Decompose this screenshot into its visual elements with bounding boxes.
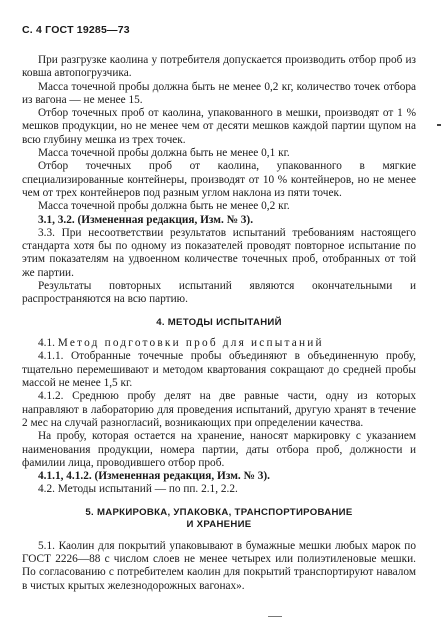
- page-header: С. 4 ГОСТ 19285—73: [22, 24, 130, 36]
- section-5-title-line1: 5. МАРКИРОВКА, УПАКОВКА, ТРАНСПОРТИРОВАНИЕ: [85, 506, 353, 518]
- paragraph-5-1: 5.1. Каолин для покрытий упаковывают в бумажные мешки любых марок по ГОСТ 2226—88 с числом слоев не менее четырех или полиэтиленовые мешки. По согласованию с потребителем каолин для покрытий транспортируют навалом в чистых крытых железнодорожных вагонах».: [22, 539, 416, 592]
- section-5-title-line2: И ХРАНЕНИЕ: [186, 519, 252, 531]
- paragraph: Масса точечной пробы должна быть не менее 0,2 кг.: [38, 200, 290, 213]
- paragraph: Масса точечной пробы должна быть не менее 0,2 кг, количество точек отбора из вагона — не менее 15.: [22, 80, 416, 106]
- paragraph-results: Результаты повторных испытаний являются окончательными и распространяются на всю партию.: [22, 280, 416, 306]
- amendment-note: 4.1.1, 4.1.2. (Измененная редакция, Изм. № 3).: [38, 470, 270, 483]
- document-body: [22, 54, 416, 593]
- amendment-note: 3.1, 3.2. (Измененная редакция, Изм. № 3).: [38, 213, 254, 226]
- margin-mark: [268, 616, 282, 617]
- margin-mark: [437, 124, 441, 126]
- subsection-title: Метод подготовки проб для испытаний: [57, 337, 324, 350]
- paragraph-storage: На пробу, которая остается на хранение, наносят маркировку с указанием наименования продукции, номера партии, даты отбора проб, должности и фамилии лица, проводившего отбор проб.: [22, 430, 416, 469]
- section-5-title: [22, 507, 416, 532]
- subsection-number: 4.1.: [38, 337, 55, 350]
- paragraph: Масса точечной пробы должна быть не менее 0,1 кг.: [38, 147, 290, 160]
- paragraph: При разгрузке каолина у потребителя допускается производить отбор проб из ковша автопогрузчика.: [22, 54, 416, 80]
- paragraph-4-1-1: 4.1.1. Отобранные точечные пробы объединяют в объединенную пробу, тщательно перемешивают и методом квартования сокращают до средней пробы массой не менее 1,5 кг.: [22, 350, 416, 390]
- paragraph: Отбор точечных проб от каолина, упакованного в мягкие специализированные контейнеры, производят от 10 % контейнеров, но не менее чем от трех контейнеров под разным углом наклона из пяти точек.: [22, 160, 416, 199]
- paragraph-4-1-2: 4.1.2. Среднюю пробу делят на две равные части, одну из которых направляют в лабораторию для проведения испытаний, другую хранят в течение 2 мес на случай разногласий, возникающих при определении качества.: [22, 390, 416, 429]
- paragraph: Отбор точечных проб от каолина, упакованного в мешки, производят от 1 % мешков продукции, но не менее чем от десяти мешков каждой партии щупом на всю глубину мешка из трех точек.: [22, 107, 416, 146]
- subsection-4-1-heading: [22, 337, 416, 350]
- paragraph-3-3: 3.3. При несоответствии результатов испытаний требованиям настоящего стандарта хотя бы по одному из показателей проводят повторное испытание по этим показателям на удвоенном количестве точечных проб, отобранных от той же партии.: [22, 226, 416, 279]
- paragraph-4-2: 4.2. Методы испытаний — по пп. 2.1, 2.2.: [38, 483, 238, 496]
- section-4-title: 4. МЕТОДЫ ИСПЫТАНИЙ: [156, 316, 282, 328]
